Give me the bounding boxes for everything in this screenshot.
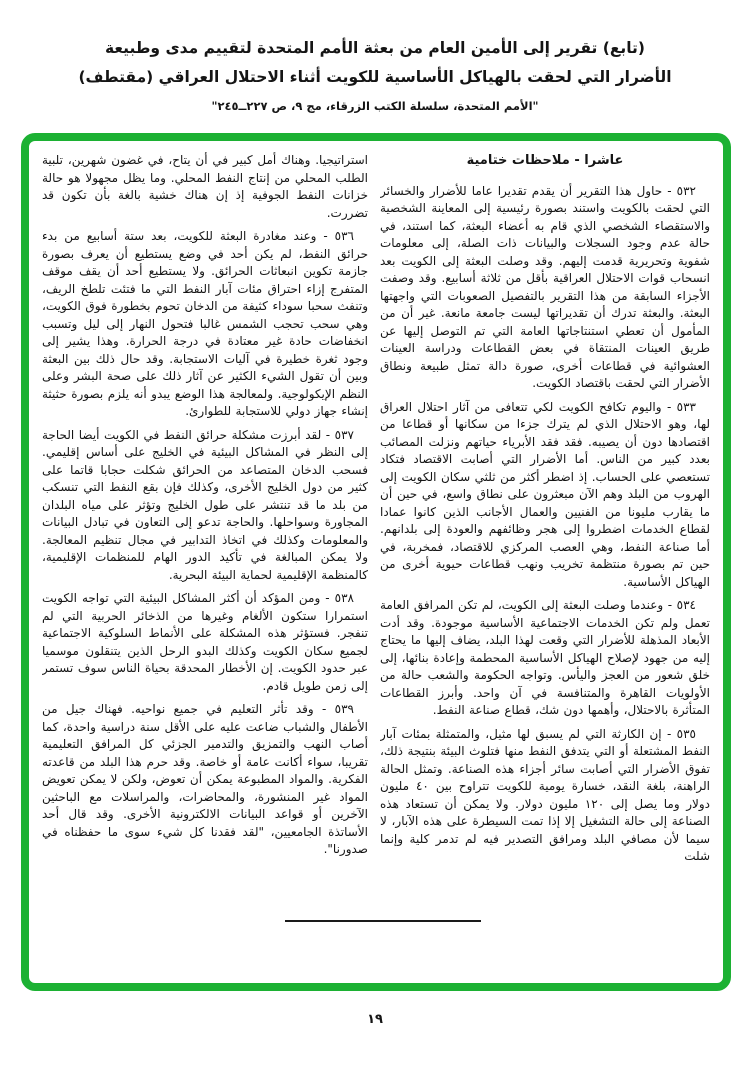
paragraph-text: إن الكارثة التي لم يسبق لها مثيل، والمتمثلة بمئات آبار النفط المشتعلة أو التي يتدفق النفط منها فتلوث البيئة بنتيجة ذلك، تفوق الأضرار التي أصابت سائر أجزاء هذه الصناعة. وتمثل الحالة الراهنة، بلغة النقد، خسارة يومية للكويت تتراوح بين ٤٠ مليون دولار وما يصل إلى ١٢٠ مليون دولار. ولا يمكن أن تستعاد هذه الصناعة إلى حالة التشغيل إلا إذا تمت السيطرة على هذه الآبار، لا سيما لأن مصافي البلد ومرافق التصدير فيه لم تدمر كلية وإنما شلت [380, 726, 710, 863]
document-title-line2: الأضرار التي لحقت بالهياكل الأساسية للكويت أثناء الاحتلال العراقي (مقتطف) [78, 68, 672, 86]
paragraph-text: وقد تأثر التعليم في جميع نواحيه. فهناك جيل من الأطفال والشباب ضاعت عليه على الأقل سنة دراسية واحدة، كما أصاب النهب والتمزيق والتدمير الجزئي كل المرافق التعليمية تقريبا، سواء أكانت عامة أو خاصة. وقد حرم هذا البلد من قاعدته الفكرية. والمواد المطبوعة يمكن أن تعوض، ولكن لا يمكن تعويض المواد غير المنشورة، والمحاضرات، والمراسلات مع الباحثين الآخرين أو قواعد البيانات الالكترونية الأخرى. وقد قال أحد الأساتذة الجامعيين، "لقد فقدنا كل شيء سوى ما حفظناه في صدورنا". [42, 702, 368, 856]
paragraph-number: ٥٣٦ - [323, 229, 354, 243]
paragraph-text: واليوم تكافح الكويت لكي تتعافى من آثار احتلال العراق لها، وهو الاحتلال الذي لم يترك جزءا من سكانها أو قطاعا من اقتصادها دون أن يصيبه. فقد فقد الأبرياء حياتهم ونزلت المصائب بعدد كبير من الناس. أما الأضرار التي أصابت الاقتصاد فتكاد تستعصي على الحساب. إذ اضطر أكثر من ثلثي سكان الكويت إلى الهروب من البلد وهم الآن مبعثرون على نطاق واسع، في حين أن ما يقارب مليونا من الفنيين والعمال الأجانب الذين كانوا عمادا لقطاع الخدمات اضطروا إلى هجر وظائفهم والعودة إلى بلدانهم. أما صناعة النفط، وهي العصب المركزي للاقتصاد، فمخربة، في حين تم بصورة منتظمة تخريب ونهب قطاعات حيوية أخرى من الهياكل الأساسية. [380, 399, 710, 589]
paragraph-text: لقد أبرزت مشكلة حرائق النفط في الكويت أيضا الحاجة إلى النظر في المشاكل البيئية في الخليج على أساس إقليمي. فسحب الدخان المتصاعد من الحرائق شكلت حجابا قاتما على كثير من دول الخليج الأخرى، وكذلك فإن بقع النفط التي تنسكب من بلد ما قد تنتشر على طول الخليج وتؤثر على مياه البلدان المجاورة وسواحلها. والحاجة تدعو إلى التعاون في تبادل البيانات والمعلومات وكذلك في اتخاذ التدابير في مجال تنظيم المعالجة. ولا يمكن المبالغة في تأكيد الدور الهام للمنظمات الإقليمية، كالمنظمة الإقليمية لحماية البيئة البحرية. [42, 427, 368, 582]
paragraph-536 [42, 228, 368, 421]
paragraph-532 [380, 183, 710, 393]
paragraph-538 [42, 590, 368, 695]
paragraph-539 [42, 701, 368, 859]
paragraph-533 [380, 399, 710, 592]
source-citation: "الأمم المتحدة، سلسلة الكتب الزرقاء، مج ٩، ص ٢٢٧ــ٢٤٥" [211, 99, 539, 113]
paragraph-534 [380, 597, 710, 720]
paragraph-text: حاول هذا التقرير أن يقدم تقديرا عاما للأضرار والخسائر التي لحقت بالكويت واستند بصورة رئيسية إلى المعاينة الشخصية والاستقصاء الشخصي الذي قام به أعضاء البعثة، كما استند، في حالة عدم وجود السجلات والبيانات ذات الصلة، إلى معلومات شفوية وتحريرية قدمت إليهم. وقد وصلت البعثة إلى الكويت بعد انسحاب قوات الاحتلال العراقية بأقل من ثلاثة أسابيع. وقد وصفت الأجزاء السابقة من هذا التقرير بالتفصيل الصعوبات التي واجهتها البعثة. والبعثة تدرك أن تقديراتها ليست جامعة مانعة. غير أن من المأمول أن تعطي استنتاجاتها العامة التي تم التوصل إليها عن طريق العينات المنتقاة في بعض القطاعات ودراسة العينات العشوائية في قطاعات أخرى، صورة دالة تمثل طبيعة ونطاق الأضرار التي لحقت باقتصاد الكويت. [380, 183, 710, 390]
paragraph-number: ٥٣٨ - [325, 591, 354, 605]
paragraph-text: وعند مغادرة البعثة للكويت، بعد ستة أسابيع من بدء حرائق النفط، لم يكن أحد في وضع يستطيع أن يعرف بصورة جازمة تكوين انبعاثات الحرائق. ولا يستطيع أحد أن يقف موقف المتفرج إزاء احتراق مئات آبار النفط التي ما فتئت تلطخ الريف، وتنفث سحبا سوداء كثيفة من الدخان تحوم بخطورة فوق الكويت، وهي سحب تحجب الشمس غالبا فتحول النهار إلى ليل وتسبب انخفاضات حادة غير معتادة في درجة الحرارة. وهذا يشير إلى وجود ثغرة خطيرة في آليات الاستجابة. وقد حال ذلك بين البعثة وبين أن تقول الشيء الكثير عن آثار ذلك على صحة البشر وعلى النظم الإيكولوجية. ولمعالجة هذا الوضع يبدو أنه يلزم بصورة حثيثة إنشاء جهاز دولي للاستجابة للطوارئ. [42, 229, 368, 418]
paragraph-number: ٥٣٢ - [667, 183, 696, 198]
right-column [380, 152, 710, 916]
paragraph-number: ٥٣٤ - [667, 598, 696, 612]
paragraph-535 [380, 726, 710, 866]
paragraph-text: وعندما وصلت البعثة إلى الكويت، لم تكن المرافق العامة تعمل ولم تكن الخدمات الاجتماعية الأساسية موجودة. وقد أدت الأبعاد المذهلة للأضرار التي وقعت لهذا البلد، يضاف إليها ما يحتاج إليه من جهود لإصلاح الهياكل الأساسية المحطمة وإعادة بنائها، إلى خلق شعور من العجز واليأس. وتواجه الحكومة والشعب حالة من الأولويات القاهرة والمتنافسة في آن واحد. وأبرز القطاعات المتأثرة بالاحتلال، وأهمها دون شك، قطاع صناعة النفط. [380, 598, 710, 717]
document-title-line1: (تابع) تقرير إلى الأمين العام من بعثة الأمم المتحدة لتقييم مدى وطبيعة [105, 39, 645, 57]
paragraph-537 [42, 427, 368, 585]
paragraph-text: ومن المؤكد أن أكثر المشاكل البيئية التي تواجه الكويت استمرارا ستكون الألغام وغيرها من الذخائر الحربية التي لم تنفجر. فستؤثر هذه المشكلة على الأنماط السلوكية الاجتماعية لجميع سكان الكويت وكذلك البدو الرحل الذين يتنقلون موسميا عبر حدود الكويت. إن الأخطار المحدقة بحياة الناس سوف تستمر إلى زمن طويل قادم. [42, 591, 368, 693]
green-border-frame [21, 133, 731, 991]
paragraph-number: ٥٣٣ - [666, 399, 696, 414]
paragraph-number: ٥٣٥ - [666, 726, 696, 741]
left-column [42, 152, 368, 916]
section-end-rule [285, 920, 481, 922]
page-number: ١٩ [367, 1012, 383, 1027]
paragraph-number: ٥٣٩ - [322, 702, 354, 716]
section-heading: عاشرا - ملاحظات ختامية [466, 153, 624, 168]
paragraph-535-continuation [42, 152, 368, 222]
paragraph-text: استراتيجيا. وهناك أمل كبير في أن يتاح، في غضون شهرين، تلبية الطلب المحلي من إنتاج النفط المحلي. وما يظل مجهولا هو حالة خزانات النفط الجوفية إذ إن هناك خشية بالغة بأن تكون قد تضررت. [42, 153, 368, 220]
document-header [0, 34, 750, 115]
paragraph-number: ٥٣٧ - [325, 427, 354, 442]
